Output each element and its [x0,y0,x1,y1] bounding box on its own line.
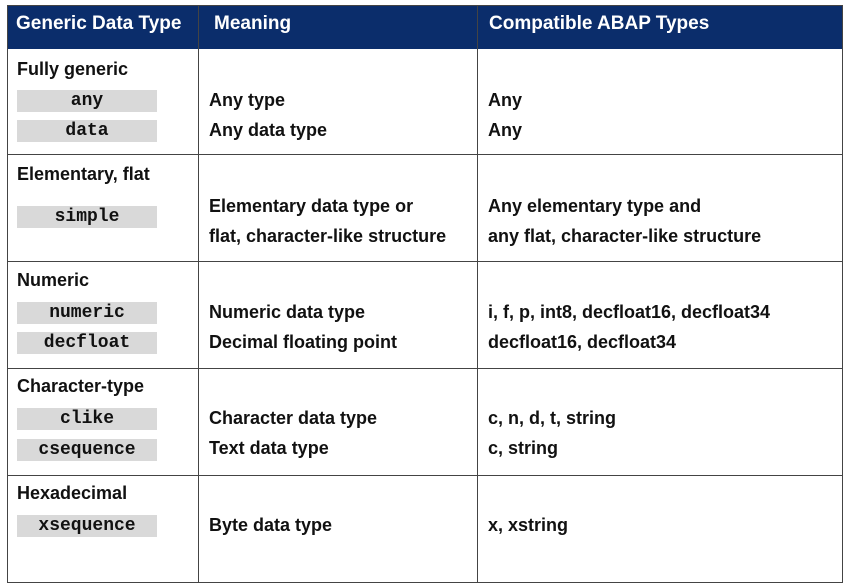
header-generic-data-type: Generic Data Type [16,13,182,34]
type-decfloat: decfloat [17,332,157,354]
group-title-elementary-flat: Elementary, flat [17,164,150,184]
row-divider [8,261,842,262]
meaning-clike: Character data type [209,408,378,428]
compatible-numeric: i, f, p, int8, decfloat16, decfloat34 [488,302,771,322]
type-simple: simple [17,206,157,228]
compatible-any: Any [488,90,523,110]
row-divider [8,368,842,369]
row-divider [8,154,842,155]
meaning-csequence: Text data type [209,438,329,458]
compatible-xsequence: x, xstring [488,515,569,535]
compatible-simple-line1: Any elementary type and [488,196,702,216]
row-divider [8,475,842,476]
meaning-decfloat: Decimal floating point [209,332,398,352]
meaning-xsequence: Byte data type [209,515,333,535]
group-title-fully-generic: Fully generic [17,59,129,79]
type-csequence: csequence [17,439,157,461]
header-meaning: Meaning [214,13,292,34]
meaning-simple-line2: flat, character-like structure [209,226,447,246]
compatible-csequence: c, string [488,438,559,458]
group-title-character-type: Character-type [17,376,145,396]
table-header [8,6,842,49]
type-xsequence: xsequence [17,515,157,537]
compatible-simple-line2: any flat, character-like structure [488,226,762,246]
compatible-clike: c, n, d, t, string [488,408,617,428]
header-compatible-abap-types: Compatible ABAP Types [489,13,710,34]
meaning-numeric: Numeric data type [209,302,366,322]
group-title-numeric: Numeric [17,270,90,290]
meaning-any: Any type [209,90,286,110]
type-clike: clike [17,408,157,430]
type-numeric: numeric [17,302,157,324]
group-title-hexadecimal: Hexadecimal [17,483,128,503]
compatible-decfloat: decfloat16, decfloat34 [488,332,677,352]
meaning-data: Any data type [209,120,328,140]
compatible-data: Any [488,120,523,140]
type-data: data [17,120,157,142]
type-any: any [17,90,157,112]
generic-types-table [7,5,843,583]
column-divider [198,6,199,582]
column-divider [477,6,478,582]
meaning-simple-line1: Elementary data type or [209,196,414,216]
